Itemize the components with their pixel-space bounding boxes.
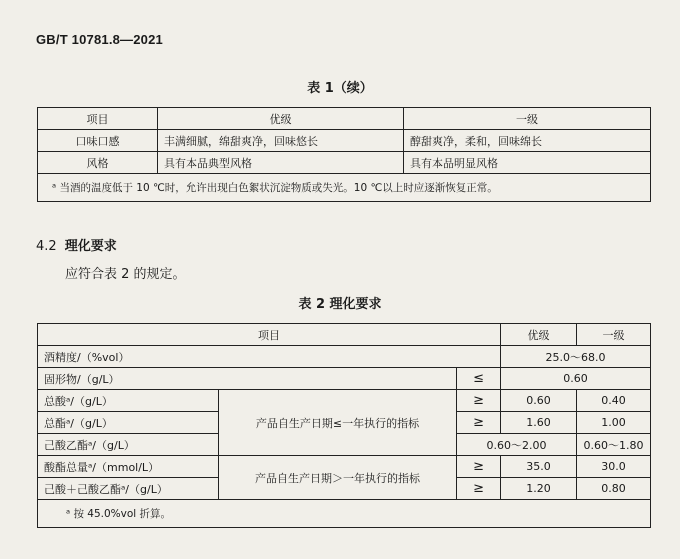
acid-ester-total-premium: 35.0 [501, 456, 577, 478]
caproic-acid-premium: 1.20 [501, 478, 577, 500]
section-heading [36, 235, 117, 254]
table1-cell: 具有本品明显风格 [404, 152, 651, 174]
total-ester-first: 1.00 [577, 412, 651, 434]
group1-condition: 产品自生产日期≤一年执行的指标 [219, 390, 457, 456]
alcohol-label: 酒精度/（%vol） [38, 346, 501, 368]
solids-relation: ≤ [457, 368, 501, 390]
table-row [38, 152, 651, 174]
section-title: 理化要求 [64, 239, 117, 254]
solids-label: 固形物/（g/L） [38, 368, 457, 390]
total-ester-premium: 1.60 [501, 412, 577, 434]
solids-value: 0.60 [501, 368, 651, 390]
table2-caption: 表 2 理化要求 [298, 297, 382, 312]
total-acid-premium: 0.60 [501, 390, 577, 412]
acid-ester-total-label: 酸酯总量ᵃ/（mmol/L） [38, 456, 219, 478]
caproic-acid-label: 己酸＋己酸乙酯ᵃ/（g/L） [38, 478, 219, 500]
total-ester-relation: ≥ [457, 412, 501, 434]
section-number: 4.2 [36, 239, 57, 254]
table1 [37, 107, 651, 202]
table2-header-item: 项目 [38, 324, 501, 346]
total-ester-label: 总酯ᵃ/（g/L） [38, 412, 219, 434]
table2-header-first: 一级 [577, 324, 651, 346]
caproic-acid-relation: ≥ [457, 478, 501, 500]
table-row [38, 130, 651, 152]
table1-header-first: 一级 [404, 108, 651, 130]
table-row [38, 368, 651, 390]
table1-header-item: 项目 [38, 108, 158, 130]
total-acid-first: 0.40 [577, 390, 651, 412]
table-row [38, 456, 651, 478]
table1-cell: 醇甜爽净，柔和，回味绵长 [404, 130, 651, 152]
table2-footnote: ᵃ 按 45.0%vol 折算。 [38, 500, 651, 528]
ethyl-caproate-first: 0.60～1.80 [577, 434, 651, 456]
group2-condition: 产品自生产日期＞一年执行的指标 [219, 456, 457, 500]
caproic-acid-first: 0.80 [577, 478, 651, 500]
total-acid-label: 总酸ᵃ/（g/L） [38, 390, 219, 412]
table1-caption: 表 1（续） [307, 81, 373, 96]
standard-number: GB/T 10781.8—2021 [36, 32, 163, 47]
total-acid-relation: ≥ [457, 390, 501, 412]
alcohol-value: 25.0～68.0 [501, 346, 651, 368]
table1-cell: 丰满细腻，绵甜爽净，回味悠长 [158, 130, 404, 152]
table1-header-premium: 优级 [158, 108, 404, 130]
table-row [38, 390, 651, 412]
table2-header-premium: 优级 [501, 324, 577, 346]
section-text: 应符合表 2 的规定。 [65, 267, 186, 282]
ethyl-caproate-label: 己酸乙酯ᵃ/（g/L） [38, 434, 219, 456]
table-row [38, 346, 651, 368]
table1-cell: 口味口感 [38, 130, 158, 152]
ethyl-caproate-premium: 0.60～2.00 [457, 434, 577, 456]
table1-footnote: ᵃ 当酒的温度低于 10 ℃时，允许出现白色絮状沉淀物质或失光。10 ℃以上时应逐渐恢复正常。 [38, 174, 651, 202]
table1-cell: 具有本品典型风格 [158, 152, 404, 174]
table1-cell: 风格 [38, 152, 158, 174]
acid-ester-total-first: 30.0 [577, 456, 651, 478]
acid-ester-total-relation: ≥ [457, 456, 501, 478]
table2 [37, 323, 651, 528]
